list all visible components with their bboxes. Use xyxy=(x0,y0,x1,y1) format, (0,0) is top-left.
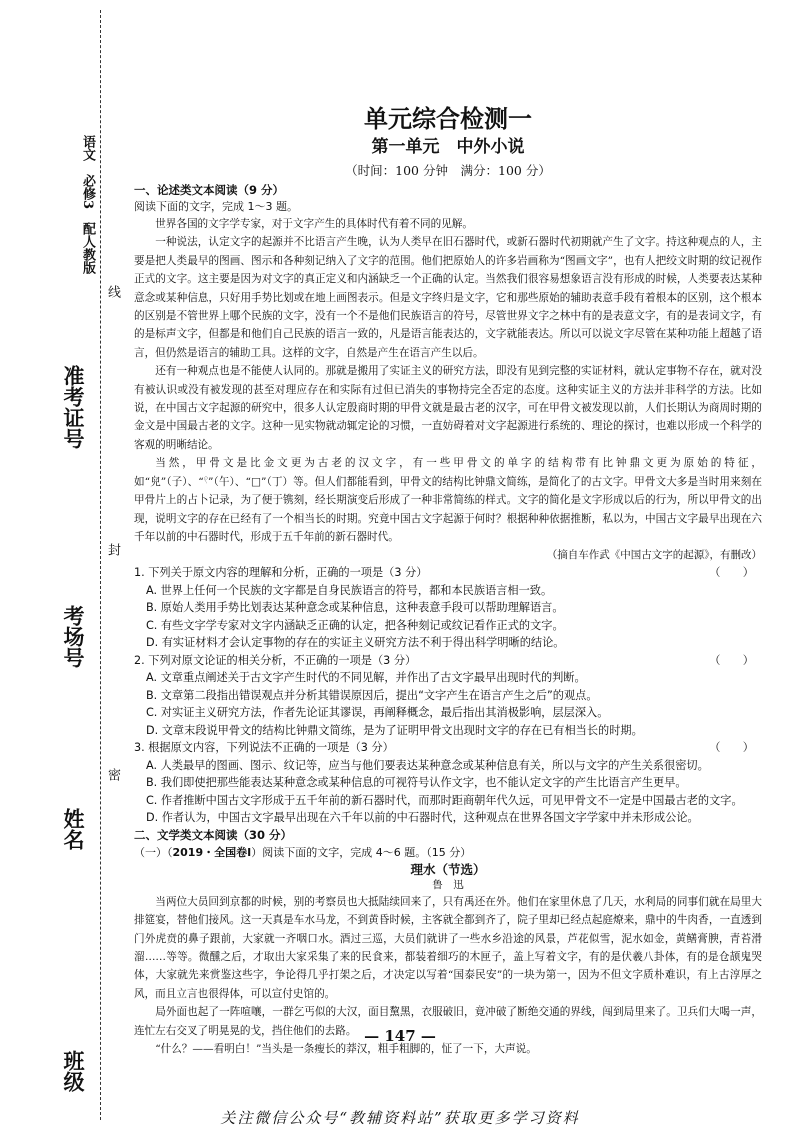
section-1-heading: 一、论述类文本阅读（9 分） xyxy=(134,183,285,197)
question-1 xyxy=(134,564,762,652)
subsection-instruction: （一）（2019・全国卷Ⅰ）阅读下面的文字，完成 4～6 题。（15 分） xyxy=(134,845,472,859)
room-id-label: 考场号 xyxy=(61,605,86,668)
option-a: A. 世界上任何一个民族的文字都是自身民族语言的符号，都和本民族语言相一致。 xyxy=(146,583,553,597)
question-stem: 3. 根据原文内容，下列说法不正确的一项是（3 分） xyxy=(134,741,394,755)
name-field[interactable] xyxy=(58,808,88,854)
page-title: 单元综合检测一 xyxy=(364,104,532,133)
seal-mark-mi: 密 xyxy=(103,765,122,784)
question-3 xyxy=(134,739,762,827)
option-b: B. 原始人类用手势比划表达某种意念或某种信息，这种表意手段可以帮助理解语言。 xyxy=(146,601,564,615)
option-d: D. 文章末段说甲骨文的结构比钟鼎文简练，是为了证明甲骨文出现时文字的存在已有相当长的时期。 xyxy=(146,723,643,737)
section-2-heading: 二、文学类文本阅读（30 分） xyxy=(134,827,293,842)
seal-mark-line: 线 xyxy=(103,282,122,301)
option-c: C. 对实证主义研究方法，作者先论证其谬误，再阐释概念，最后指出其消极影响，层层深入。 xyxy=(146,706,609,720)
answer-blank[interactable]: （ ） xyxy=(709,566,754,580)
option-d: D. 有实证材料才会认定事物的存在的实证主义研究方法不利于得出科学明晰的结论。 xyxy=(146,636,565,650)
room-id-field[interactable] xyxy=(58,605,88,672)
option-c: C. 作者推断中国古文字形成于五千年前的新石器时代，而那时距商朝年代久远，可见甲骨文不一定是中国最古老的文字。 xyxy=(146,793,743,807)
passage-paragraph: 一种说法，认定文字的起源并不比语言产生晚，认为人类早在旧石器时代，或新石器时代初期就产生了文字。持这种观点的人，主要是把人类最早的图画、图示和各种刻记纳入了文字的范围。他们把原始人的许多岩画称为“图画文字”，也有人把绞文时期的纹记视作正式的文字。这主要是因为对文字的真正定义和内涵缺乏一个正确的认定。当然我们很容易想象语言没有形成的时候，人类要表达某种意念或某种信息，只好用手势比划或在地上画图表示。但是文字终归是文字，它和那些原始的辅助表意手段有着根本的区别，这个根本的区别是不管世界上哪个民族的文字，没有一个不是他们民族语言的符号，尽管世界文字之林中有的是表意文字，有的是表词文字，有的是标声文字，但都是和他们自己民族的语言一致的，凡是语言能表达的，文字就能表达。所以可以说文字尽管在某种功能上超越了语言，但仍然是语言的辅助工具。这样的文字，自然是产生在语言产生以后。 xyxy=(134,236,762,359)
passage-paragraph: 还有一种观点也是不能使人认同的。那就是搬用了实证主义的研究方法，即没有见到完整的实证材料，就认定事物不存在，就对没有被认识或没有被发现的甚至对理应存在和实际有过但已消失的事物持完全否定的态度。这种实证主义的方法并非科学的方法。比如说，在中国古文字起源的研究中，很多人认定殷商时期的甲骨文就是最古老的汉字，可在甲骨文被发现以前，人们长期认为商周时期的金文是中国最古老的文字。这种一见实物就动辄定论的习惯，一直妨碍着对文字起源进行系统的、理论的探讨，也难以形成一个科学的客观的明晰结论。 xyxy=(134,365,762,451)
text-author: 鲁 迅 xyxy=(432,878,464,891)
page-number: — 147 — xyxy=(364,1027,436,1045)
question-stem: 2. 下列对原文论证的相关分析，不正确的一项是（3 分） xyxy=(134,653,417,667)
binding-margin xyxy=(0,0,128,1140)
seal-line xyxy=(100,10,101,1120)
passage-paragraph: 世界各国的文字学专家，对于文字产生的具体时代有着不同的见解。 xyxy=(155,218,473,230)
option-b: B. 我们即使把那些能表达某种意念或某种信息的可视符号认作文字，也不能认定文字的产生比语言产生更早。 xyxy=(146,776,687,790)
seal-mark-feng: 封 xyxy=(103,540,122,559)
footer-note: 关注微信公众号“教辅资料站”获取更多学习资料 xyxy=(220,1109,580,1127)
text-title: 理水（节选） xyxy=(410,861,486,877)
exam-id-label: 准考证号 xyxy=(61,365,86,449)
main-content xyxy=(134,104,762,1058)
section-1-instruction: 阅读下面的文字，完成 1～3 题。 xyxy=(134,200,298,213)
exam-id-field[interactable] xyxy=(58,365,88,453)
question-source: 2019・全国卷Ⅰ xyxy=(172,845,252,859)
page-subtitle: 第一单元 中外小说 xyxy=(371,137,525,157)
story-paragraph: 当两位大员回到京都的时候，别的考察员也大抵陆续回来了，只有禹还在外。他们在家里休息了几天，水利局的同事们就在局里大排筵宴，替他们接风。这一天真是车水马龙，不到黄昏时候，主客就全都到齐了，院子里却已经点起庭燎来，鼎中的牛肉香，一直透到门外虎贲的鼻子跟前，大家就一齐咽口水。酒过三巡，大员们就讲了一些水乡沿途的风景，芦花似雪，泥水如金，黄鳝膏腴，青苔滑溜……等等。微醺之后，才取出大家采集了来的民食来，都装着细巧的木匣子，盖上写着文字，有的是伏羲八卦体，有的是仓颉鬼哭体，大家就先来赏鉴这些字，争论得几乎打架之后，才决定以写着“国泰民安”的一块为第一，因为不但文字质朴难识，有上古淳厚之风，而且立言也很得体，可以宣付史馆的。 xyxy=(134,895,762,1000)
question-2 xyxy=(134,652,762,740)
question-stem: 1. 下列关于原文内容的理解和分析，正确的一项是（3 分） xyxy=(134,566,428,580)
option-c: C. 有些文字学专家对文字内涵缺乏正确的认定，把各种刻记或纹记看作正式的文字。 xyxy=(146,618,564,632)
name-label: 姓名 xyxy=(61,808,86,850)
option-a: A. 文章重点阐述关于古文字产生时代的不同见解，并作出了古文字最早出现时代的判断。 xyxy=(146,671,586,685)
answer-blank[interactable]: （ ） xyxy=(709,653,754,667)
option-a: A. 人类最早的图画、图示、纹记等，应当与他们要表达某种意念或某种信息有关，所以与文字的产生关系很密切。 xyxy=(146,758,709,772)
passage-source: （摘自车作武《中国古文字的起源》，有删改） xyxy=(546,549,762,562)
passage-paragraph: 当然，甲骨文是比金文更为古老的汉文字，有一些甲骨文的单字的结构带有比钟鼎文更为原始的特征，如“𠒇”（子）、“𓍢”（午）、“□”（丁）等。但人们都能看到，甲骨文的结构比钟鼎文简练，是简化了的古文字。甲骨文大多是当时用来刻在甲骨片上的占卜记录，为了便于镌刻，经长期演变后形成了一种非常简练的样式。文字的简化是文字形成以后的行为，所以甲骨文的出现，说明文字的存在已经有了一个相当长的时期。究竟中国古文字起源于何时？根据种种依据推断，私以为，中国古文字最早出现在六千年以前的中石器时代，形成于五千年前的新石器时代。 xyxy=(134,457,762,543)
option-b: B. 文章第二段指出错误观点并分析其错误原因后，提出“文字产生在语言产生之后”的观点。 xyxy=(146,688,598,702)
subject-label: 语文 必修3 配人教版 xyxy=(80,135,95,275)
story-paragraph: “什么？——看明白！”当头是一条瘦长的莽汉，粗手粗脚的，怔了一下，大声说。 xyxy=(155,1043,537,1056)
answer-blank[interactable]: （ ） xyxy=(709,741,754,755)
time-info: （时间：100 分钟 满分：100 分） xyxy=(345,163,551,178)
class-label: 班级 xyxy=(61,1050,86,1092)
option-d: D. 作者认为，中国古文字最早出现在六千年以前的中石器时代，这种观点在世界各国文字学家中并未形成公论。 xyxy=(146,811,699,825)
story-paragraph: 局外面也起了一阵喧嚷，一群乞丐似的大汉，面目黧黑，衣服破旧，竟冲破了断绝交通的界线，闯到局里来了。卫兵们大喝一声，连忙左右交叉了明晃晃的戈，挡住他们的去路。 xyxy=(134,1006,762,1037)
class-field[interactable] xyxy=(58,1050,88,1096)
